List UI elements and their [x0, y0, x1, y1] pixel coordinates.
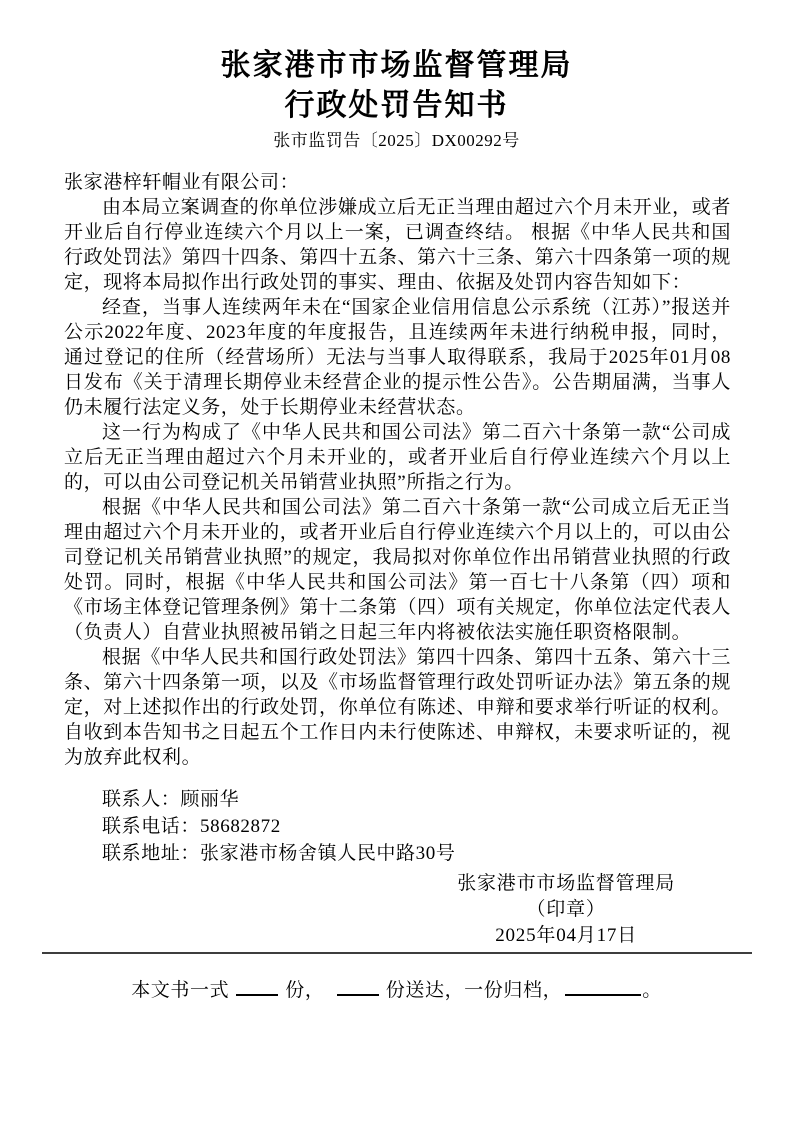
divider-line	[42, 952, 752, 954]
seal-placeholder: （印章）	[526, 899, 606, 920]
issuing-authority-name: 张家港市市场监督管理局	[220, 49, 573, 82]
distribution-note-segment: 。	[642, 980, 662, 1001]
contact-address-label: 联系地址：	[102, 843, 201, 864]
copies-blank-line	[236, 980, 278, 996]
contact-block	[64, 786, 731, 867]
contact-person-value: 顾丽华	[180, 789, 240, 810]
body-paragraph-findings: 经查，当事人连续两年未在“国家企业信用信息公示系统（江苏）”报送并公示2022年度、2023年度的年度报告，且连续两年未进行纳税申报，同时，通过登记的住所（经营场所）无法与当事人取得联系，我局于2025年01月08日发布《关于清理长期停业未经营企业的提示性公告》。公告期届满，当事人仍未履行法定义务，处于长期停业未经营状态。	[64, 297, 731, 418]
contact-address-value: 张家港市杨舍镇人民中路30号	[200, 843, 456, 864]
body-paragraph-penalty-basis: 根据《中华人民共和国公司法》第二百六十条第一款“公司成立后无正当理由超过六个月未开业的，或者开业后自行停业连续六个月以上的，可以由公司登记机关吊销营业执照”的规定，我局拟对你单位作出吊销营业执照的行政处罚。同时，根据《中华人民共和国公司法》第一百七十八条第（四）项和《市场主体登记管理条例》第十二条第（四）项有关规定，你单位法定代表人（负责人）自营业执照被吊销之日起三年内将被依法实施任职资格限制。	[64, 497, 731, 643]
contact-phone-value: 58682872	[200, 816, 281, 837]
document-body	[0, 170, 793, 949]
addressee: 张家港梓轩帽业有限公司：	[64, 172, 300, 193]
document-header	[0, 0, 793, 152]
body-paragraph-violation: 这一行为构成了《中华人民共和国公司法》第二百六十条第一款“公司成立后无正当理由超过六个月未开业的，或者开业后自行停业连续六个月以上的，可以由公司登记机关吊销营业执照”所指之行为。	[64, 422, 731, 493]
signature-block	[64, 871, 731, 949]
contact-person-label: 联系人：	[102, 789, 181, 810]
contact-phone-label: 联系电话：	[102, 816, 201, 837]
body-paragraph-case-summary: 由本局立案调查的你单位涉嫌成立后无正当理由超过六个月未开业，或者开业后自行停业连续六个月以上一案，已调查终结。 根据《中华人民共和国行政处罚法》第四十四条、第四十五条、第六十三条、第六十四条第一项的规定，现将本局拟作出行政处罚的事实、理由、依据及处罚内容告知如下：	[64, 197, 731, 293]
body-paragraph-rights-notice: 根据《中华人民共和国行政处罚法》第四十四条、第四十五条、第六十三条、第六十四条第一项，以及《市场监督管理行政处罚听证办法》第五条的规定，对上述拟作出的行政处罚，你单位有陈述、申辩和要求举行听证的权利。自收到本告知书之日起五个工作日内未行使陈述、申辩权，未要求听证的，视为放弃此权利。	[64, 647, 731, 768]
signature-date: 2025年04月17日	[495, 925, 637, 946]
archive-blank-line	[565, 980, 641, 996]
contact-phone-line	[64, 813, 731, 840]
document-title: 行政处罚告知书	[284, 89, 509, 122]
distribution-note-segment: 份，	[285, 980, 325, 1001]
delivered-copies-blank-line	[337, 980, 379, 996]
contact-address-line	[64, 840, 731, 867]
contact-person-line	[64, 786, 731, 813]
signature-agency-name: 张家港市市场监督管理局	[457, 873, 675, 894]
distribution-note-segment: 本文书一式	[131, 980, 230, 1001]
distribution-note	[0, 978, 793, 1003]
signature-inner	[457, 871, 675, 949]
distribution-note-segment: 份送达，一份归档，	[385, 980, 563, 1001]
document-number: 张市监罚告〔2025〕DX00292号	[273, 131, 520, 150]
